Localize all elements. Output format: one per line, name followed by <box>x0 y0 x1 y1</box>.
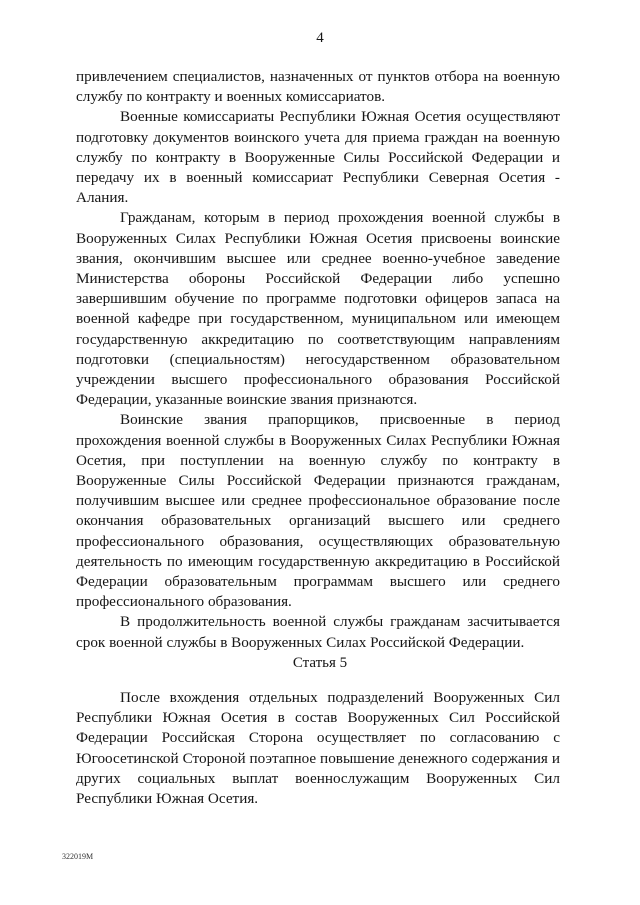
document-code: 322019М <box>62 852 94 861</box>
paragraph-military-commissariats: Военные комиссариаты Республики Южная Осетия осуществляют подготовку документов воинского учета для приема граждан на военную службу по контракту в Вооруженные Силы Российской Федерации и передачу их в военный комиссариат Республики Северная Осетия - Алания. <box>76 108 560 207</box>
paragraph-service-duration: В продолжительность военной службы гражданам засчитывается срок военной службы в Вооруженных Силах Российской Федерации. <box>76 613 560 651</box>
paragraph-continuation: привлечением специалистов, назначенных от пунктов отбора на военную службу по контракту и военных комиссариатов. <box>76 68 560 106</box>
page-number: 4 <box>316 30 324 46</box>
article-body <box>76 688 560 809</box>
paragraph-warrant-officer-ranks: Воинские звания прапорщиков, присвоенные в период прохождения военной службы в Вооруженных Силах Республики Южная Осетия, при поступлении на военную службу по контракту в Вооруженные Силы Российской Федерации признаются гражданам, получившим высшее или среднее профессиональное образование после окончания образовательных организаций высшего или среднего профессионального образования, осуществляющих образовательную деятельность по имеющим государственную аккредитацию в Российской Федерации образовательным программам высшего или среднего профессионального образования. <box>76 411 560 611</box>
body-text <box>76 67 560 653</box>
article-paragraph: После вхождения отдельных подразделений Вооруженных Сил Республики Южная Осетия в состав Вооруженных Сил Российской Федерации Российская Сторона осуществляет по согласованию с Югоосетинской Стороной поэтапное повышение денежного содержания и других социальных выплат военнослужащим Вооруженных Сил Республики Южная Осетия. <box>76 689 560 808</box>
article-heading: Статья 5 <box>292 655 348 671</box>
paragraph-military-ranks: Гражданам, которым в период прохождения военной службы в Вооруженных Силах Республики Южная Осетия присвоены воинские звания, окончившим высшее или среднее военно-учебное заведение Министерства обороны Российской Федерации либо успешно завершившим обучение по программе подготовки офицеров запаса на военной кафедре при государственном, муниципальном или имеющем государственную аккредитацию по соответствующим направлениям подготовки (специальностям) негосударственном образовательном учреждении высшего профессионального образования Российской Федерации, указанные воинские звания признаются. <box>76 209 560 409</box>
